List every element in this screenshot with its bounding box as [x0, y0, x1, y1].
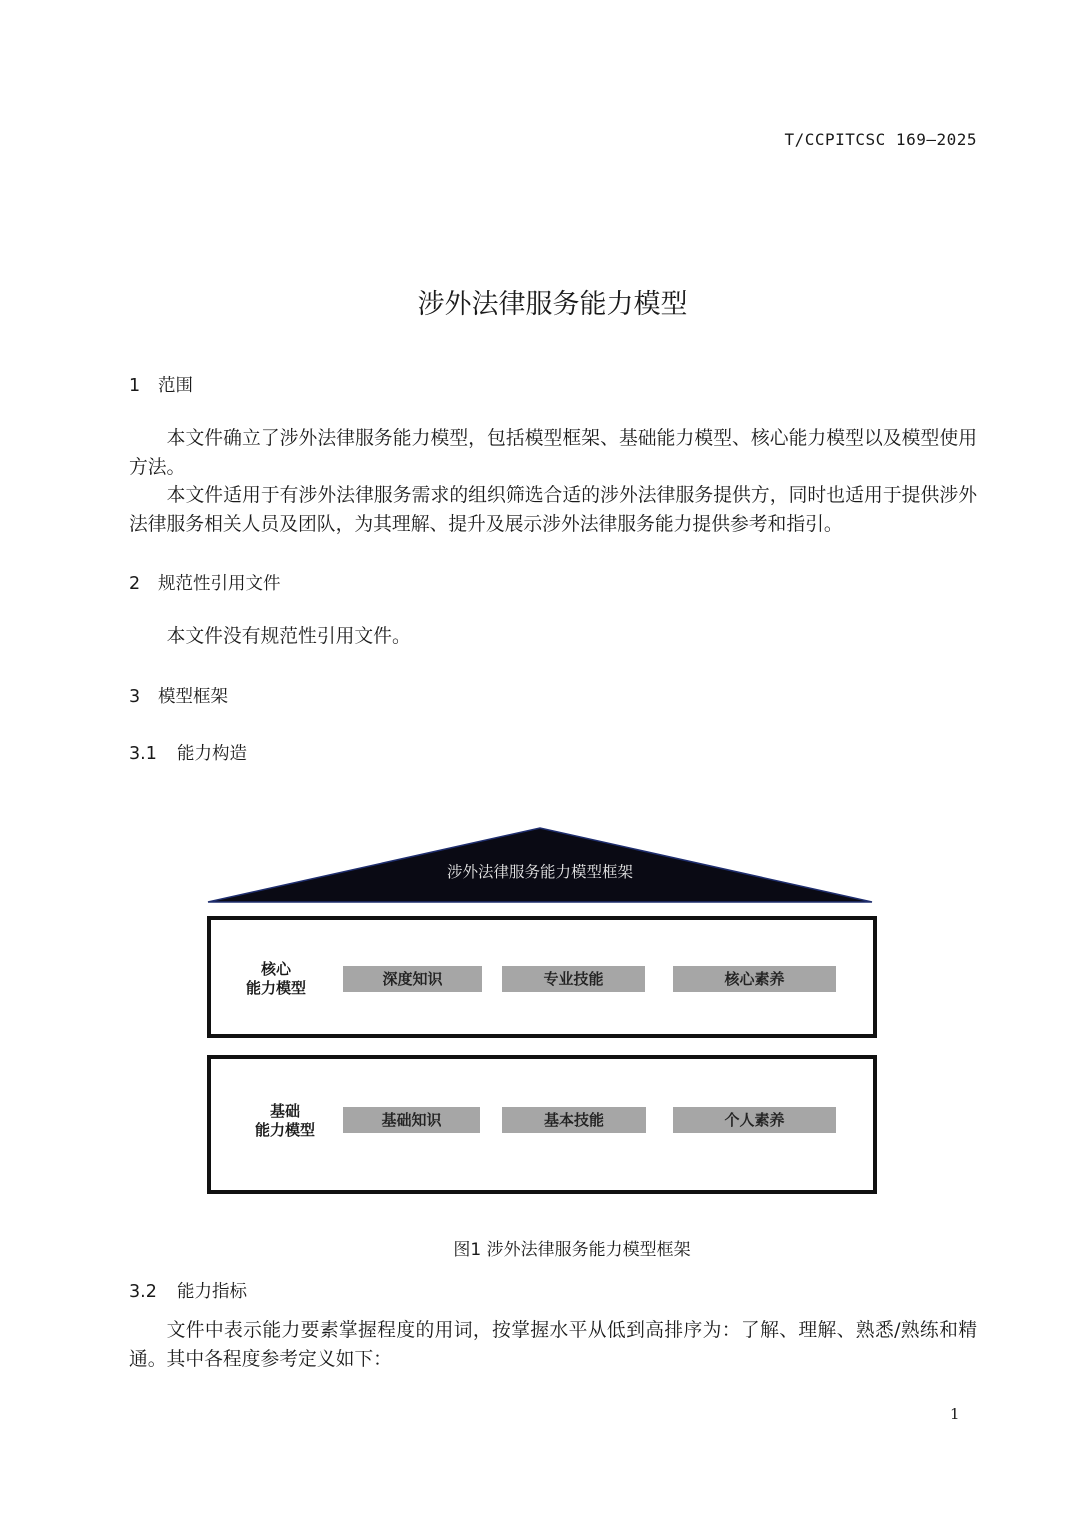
section-number: 3.2	[129, 1282, 157, 1302]
page-number: 1	[950, 1405, 960, 1423]
section-title: 能力指标	[177, 1282, 247, 1302]
basic-item: 基本技能	[502, 1107, 646, 1133]
figure-caption: 图1 涉外法律服务能力模型框架	[453, 1240, 691, 1260]
basic-item: 个人素养	[673, 1107, 836, 1133]
section-title: 规范性引用文件	[158, 574, 281, 594]
section-number: 1	[129, 376, 141, 396]
framework-figure	[200, 820, 890, 1210]
paragraph: 文件中表示能力要素掌握程度的用词，按掌握水平从低到高排序为：了解、理解、熟悉/熟练和精通。其中各程度参考定义如下：	[129, 1320, 977, 1370]
paragraph: 本文件没有规范性引用文件。	[166, 626, 411, 647]
section-number: 2	[129, 574, 141, 594]
basic-model-box	[207, 1055, 877, 1194]
basic-model-label	[240, 1102, 330, 1140]
core-model-box	[207, 916, 877, 1038]
section-number: 3	[129, 687, 141, 707]
page-title: 涉外法律服务能力模型	[417, 289, 688, 320]
section-3-heading	[129, 683, 228, 708]
core-item: 核心素养	[673, 966, 836, 992]
section-number: 3.1	[129, 744, 157, 764]
section-title: 范围	[158, 376, 193, 396]
section-title: 能力构造	[177, 744, 247, 764]
paragraph: 本文件确立了涉外法律服务能力模型，包括模型框架、基础能力模型、核心能力模型以及模型使用方法。	[129, 428, 977, 478]
label-line: 基础	[269, 1102, 300, 1120]
roof-label: 涉外法律服务能力模型框架	[446, 863, 633, 881]
core-item: 专业技能	[502, 966, 645, 992]
core-model-label	[231, 960, 321, 998]
section-3-2-heading	[129, 1278, 247, 1303]
section-1-heading	[129, 372, 193, 397]
paragraph: 本文件适用于有涉外法律服务需求的组织筛选合适的涉外法律服务提供方，同时也适用于提供涉外法律服务相关人员及团队，为其理解、提升及展示涉外法律服务能力提供参考和指引。	[129, 485, 977, 535]
label-line: 核心	[260, 960, 291, 978]
label-line: 能力模型	[254, 1121, 315, 1139]
section-3-1-heading	[129, 740, 247, 765]
section-2-heading	[129, 570, 281, 595]
basic-item: 基础知识	[343, 1107, 480, 1133]
label-line: 能力模型	[245, 979, 306, 997]
section-title: 模型框架	[158, 687, 228, 707]
document-number: T/CCPITCSC 169—2025	[784, 130, 977, 149]
core-item: 深度知识	[343, 966, 482, 992]
